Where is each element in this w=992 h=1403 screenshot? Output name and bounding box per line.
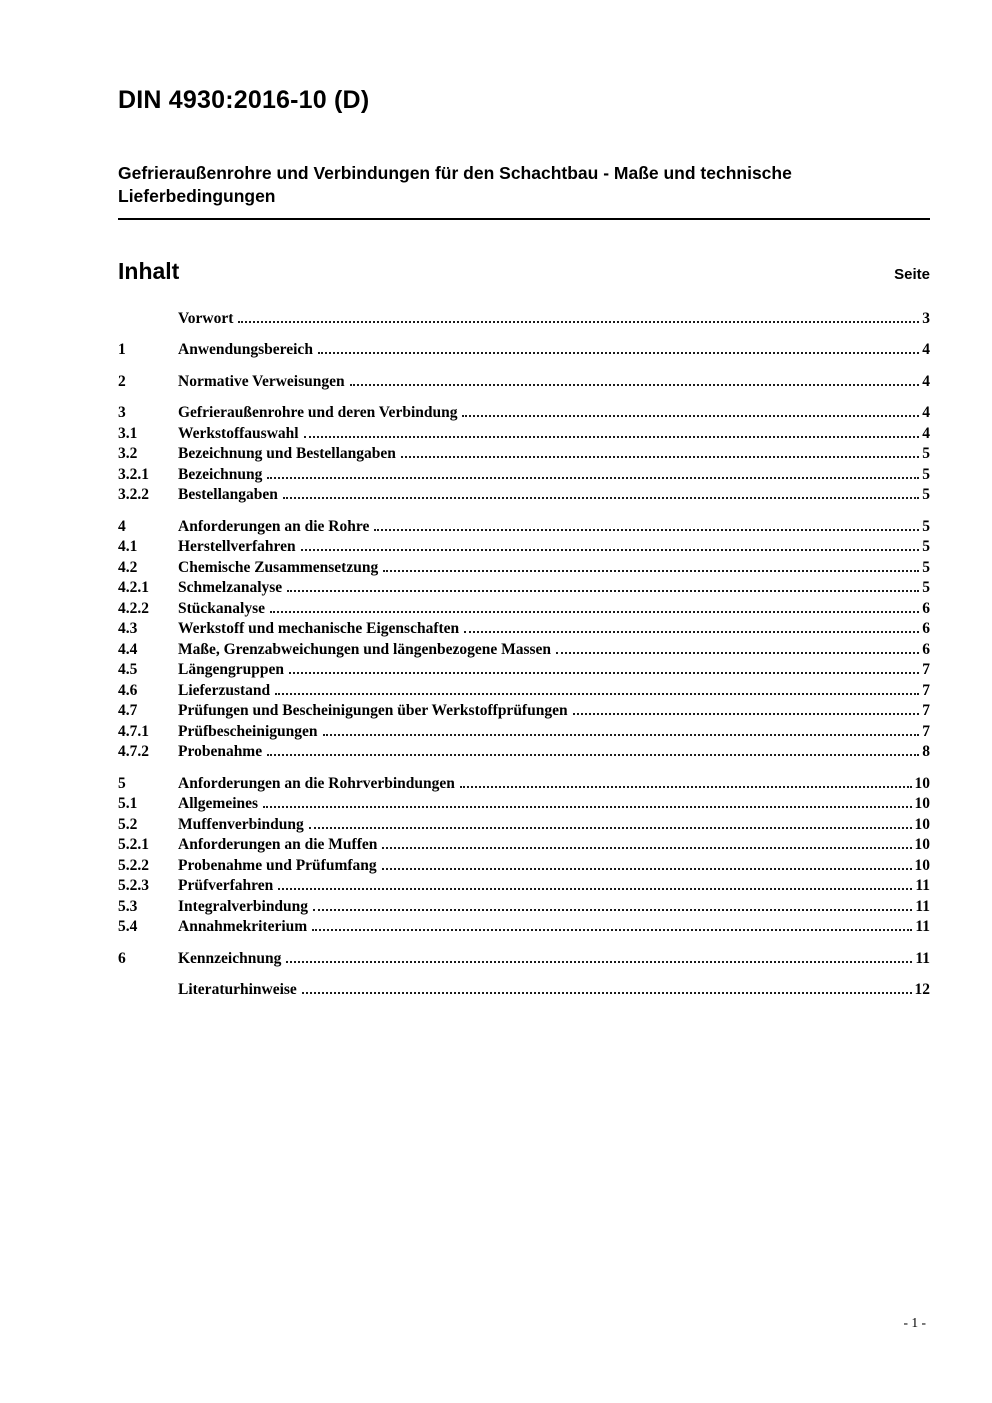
toc-leader-dots [556, 652, 919, 654]
toc-entry-page: 7 [922, 661, 930, 679]
toc-row [118, 722, 930, 743]
toc-entry-title: Anwendungsbereich [178, 341, 313, 359]
toc-row [118, 815, 930, 836]
toc-entry-title: Gefrieraußenrohre und deren Verbindung [178, 404, 458, 422]
toc-entry-title: Bezeichnung [178, 465, 263, 483]
toc-heading: Inhalt [118, 257, 180, 284]
toc-entry-number: 5.2.3 [118, 877, 149, 895]
toc-entry-number: 5.3 [118, 897, 138, 915]
toc-entry-page: 7 [922, 702, 930, 720]
toc-leader-dots [312, 929, 912, 931]
toc-entry-number: 4.4 [118, 640, 138, 658]
toc-leader-dots [270, 611, 919, 613]
toc-entry-title: Prüfungen und Bescheinigungen über Werkstoffprüfungen [178, 702, 568, 720]
toc-leader-dots [350, 384, 920, 386]
toc-leader-dots [382, 868, 912, 870]
toc-entry-title: Werkstoffauswahl [178, 424, 299, 442]
toc-entry-page: 4 [922, 341, 930, 359]
toc-leader-dots [323, 734, 920, 736]
footer-page-number: - 1 - [903, 1315, 926, 1330]
toc-row [118, 309, 930, 330]
toc-row [118, 835, 930, 856]
toc-entry-title: Integralverbindung [178, 897, 309, 915]
toc-entry-page: 4 [922, 404, 930, 422]
page-column-label: Seite [894, 265, 930, 283]
toc-row [118, 794, 930, 815]
toc-leader-dots [313, 909, 912, 911]
toc-leader-dots [286, 961, 912, 963]
toc-leader-dots [238, 321, 919, 323]
toc-entry-number: 4.7 [118, 702, 138, 720]
toc-leader-dots [301, 549, 920, 551]
toc-entry-number: 4.7.2 [118, 743, 149, 761]
toc-row [118, 599, 930, 620]
toc-entry-page: 11 [915, 897, 930, 915]
toc-row [118, 372, 930, 393]
toc-entry-number: 4.2 [118, 558, 138, 576]
toc-row [118, 980, 930, 1001]
toc-entry-title: Herstellverfahren [178, 538, 296, 556]
toc-entry-page: 10 [914, 795, 930, 813]
toc-entry-title: Normative Verweisungen [178, 372, 345, 390]
toc-entry-number: 3.2.1 [118, 465, 149, 483]
toc-entry-title: Annahmekriterium [178, 918, 308, 936]
toc-row [118, 742, 930, 763]
toc-row [118, 660, 930, 681]
toc-leader-dots [460, 786, 912, 788]
toc-entry-page: 5 [922, 517, 930, 535]
toc-leader-dots [374, 529, 919, 531]
toc-row [118, 444, 930, 465]
toc-entry-number: 5.2 [118, 815, 138, 833]
toc-entry-number: 2 [118, 372, 126, 390]
toc-entry-page: 5 [922, 445, 930, 463]
toc-leader-dots [383, 570, 919, 572]
toc-entry-title: Chemische Zusammensetzung [178, 558, 379, 576]
toc-entry-title: Probenahme und Prüfumfang [178, 856, 377, 874]
toc-leader-dots [304, 436, 920, 438]
toc-entry-title: Werkstoff und mechanische Eigenschaften [178, 620, 460, 638]
toc-entry-title: Kennzeichnung [178, 949, 282, 967]
toc-entry-title: Bestellangaben [178, 486, 278, 504]
toc-entry-number: 5.4 [118, 918, 138, 936]
toc-entry-page: 5 [922, 465, 930, 483]
toc-entry-title: Allgemeines [178, 795, 259, 813]
toc-row [118, 485, 930, 506]
toc-leader-dots [464, 631, 919, 633]
toc-entry-page: 4 [922, 424, 930, 442]
toc-row [118, 681, 930, 702]
toc-entry-title: Anforderungen an die Rohre [178, 517, 370, 535]
toc-row [118, 537, 930, 558]
toc-entry-number: 4.3 [118, 620, 138, 638]
toc-entry-title: Prüfverfahren [178, 877, 274, 895]
toc-entry-page: 6 [922, 620, 930, 638]
toc-entry-number: 5 [118, 774, 126, 792]
toc-row [118, 876, 930, 897]
toc-entry-title: Stückanalyse [178, 599, 265, 617]
toc-entry-page: 8 [922, 743, 930, 761]
toc-leader-dots [573, 713, 920, 715]
toc-entry-number: 3.2.2 [118, 486, 149, 504]
toc-entry-page: 5 [922, 558, 930, 576]
toc-entry-page: 11 [915, 877, 930, 895]
toc-leader-dots [382, 847, 911, 849]
toc-entry-page: 6 [922, 599, 930, 617]
toc-entry-title: Anforderungen an die Muffen [178, 836, 378, 854]
toc-entry-page: 11 [915, 918, 930, 936]
toc-entry-title: Literaturhinweise [178, 981, 297, 999]
toc-entry-number: 3.1 [118, 424, 138, 442]
toc-entry-page: 10 [914, 856, 930, 874]
toc-leader-dots [278, 888, 912, 890]
toc-entry-title: Lieferzustand [178, 681, 271, 699]
toc-leader-dots [283, 497, 919, 499]
toc-row [118, 640, 930, 661]
toc-row [118, 917, 930, 938]
toc-entry-number: 3 [118, 404, 126, 422]
toc-entry-page: 4 [922, 372, 930, 390]
toc-entry-number: 5.1 [118, 795, 138, 813]
toc-entry-number: 4 [118, 517, 126, 535]
toc-row [118, 619, 930, 640]
toc-leader-dots [309, 827, 912, 829]
toc-row [118, 949, 930, 970]
toc-entry-number: 5.2.2 [118, 856, 149, 874]
toc-leader-dots [287, 590, 919, 592]
toc-entry-title: Bezeichnung und Bestellangaben [178, 445, 396, 463]
toc-entry-page: 10 [914, 836, 930, 854]
toc-entry-number: 1 [118, 341, 126, 359]
toc-row [118, 424, 930, 445]
toc-row [118, 856, 930, 877]
toc-entry-page: 3 [922, 309, 930, 327]
toc-leader-dots [462, 415, 919, 417]
toc-entry-title: Prüfbescheinigungen [178, 722, 318, 740]
toc-entry-page: 12 [914, 981, 930, 999]
toc-list [118, 309, 930, 1001]
toc-entry-title: Muffenverbindung [178, 815, 304, 833]
toc-leader-dots [267, 477, 919, 479]
toc-row [118, 701, 930, 722]
doc-title: Gefrieraußenrohre und Verbindungen für den Schachtbau - Maße und technische Lieferbedingungen [118, 163, 792, 207]
toc-row [118, 774, 930, 795]
toc-entry-page: 7 [922, 722, 930, 740]
toc-header [118, 258, 930, 285]
toc-entry-number: 4.6 [118, 681, 138, 699]
toc-entry-page: 5 [922, 486, 930, 504]
toc-entry-number: 4.2.1 [118, 579, 149, 597]
toc-leader-dots [263, 806, 911, 808]
toc-entry-page: 7 [922, 681, 930, 699]
toc-entry-title: Probenahme [178, 743, 263, 761]
toc-entry-number: 4.2.2 [118, 599, 149, 617]
doc-number: DIN 4930:2016-10 (D) [118, 86, 370, 114]
toc-row [118, 465, 930, 486]
toc-entry-number: 4.5 [118, 661, 138, 679]
toc-leader-dots [401, 456, 919, 458]
toc-entry-title: Vorwort [178, 309, 234, 327]
toc-entry-title: Maße, Grenzabweichungen und längenbezogene Massen [178, 640, 552, 658]
toc-leader-dots [318, 352, 919, 354]
toc-leader-dots [275, 693, 919, 695]
toc-entry-number: 3.2 [118, 445, 138, 463]
toc-row [118, 517, 930, 538]
toc-row [118, 558, 930, 579]
toc-row [118, 578, 930, 599]
toc-entry-number: 4.7.1 [118, 722, 149, 740]
toc-entry-page: 5 [922, 538, 930, 556]
toc-entry-page: 10 [914, 774, 930, 792]
toc-leader-dots [289, 672, 919, 674]
title-divider [118, 218, 930, 220]
toc-entry-number: 4.1 [118, 538, 138, 556]
toc-leader-dots [267, 754, 919, 756]
toc-entry-page: 6 [922, 640, 930, 658]
toc-entry-number: 6 [118, 949, 126, 967]
toc-row [118, 897, 930, 918]
toc-leader-dots [302, 992, 912, 994]
toc-row [118, 403, 930, 424]
toc-entry-title: Längengruppen [178, 661, 284, 679]
toc-entry-page: 10 [914, 815, 930, 833]
toc-entry-title: Schmelzanalyse [178, 579, 283, 597]
toc-entry-page: 5 [922, 579, 930, 597]
toc-entry-title: Anforderungen an die Rohrverbindungen [178, 774, 455, 792]
toc-row [118, 340, 930, 361]
toc-entry-page: 11 [915, 949, 930, 967]
document-page [118, 0, 930, 1001]
toc-entry-number: 5.2.1 [118, 836, 149, 854]
